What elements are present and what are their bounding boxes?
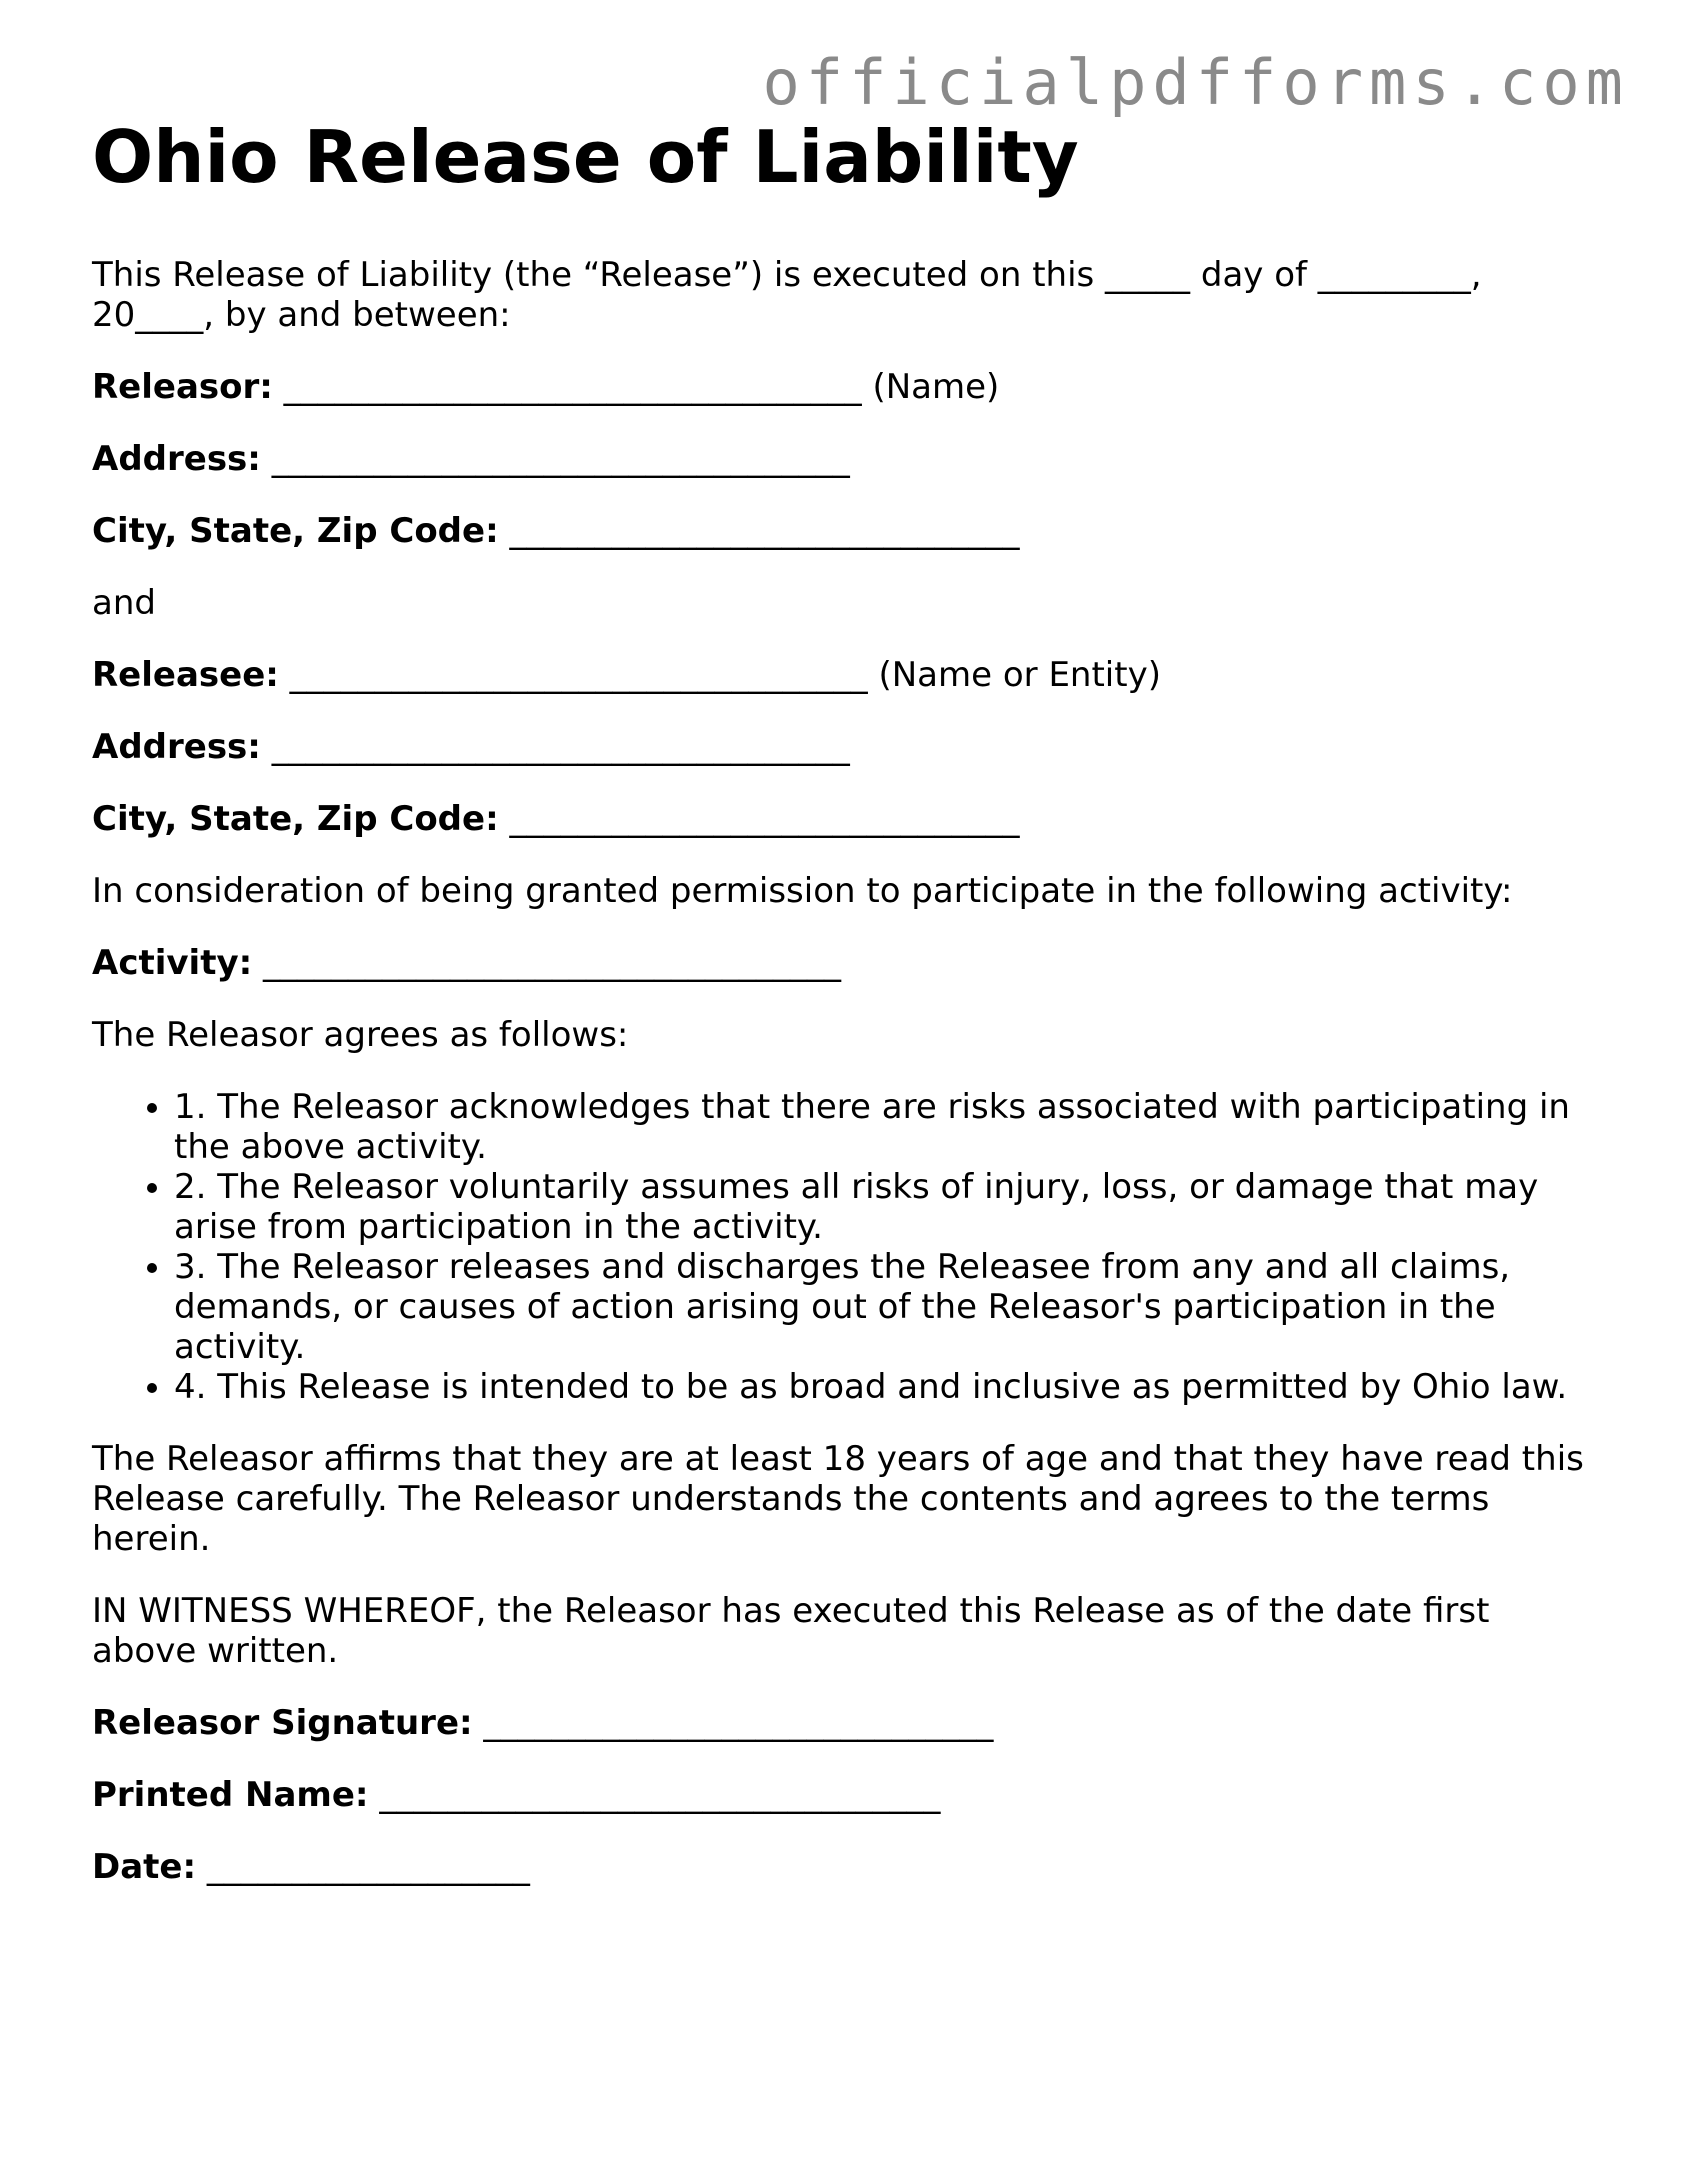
releasor-address-label: Address:: [92, 438, 261, 479]
date-label: Date:: [92, 1846, 197, 1887]
releasor-name-label: Releasor:: [92, 366, 273, 407]
activity-field[interactable]: [92, 943, 1592, 983]
releasee-address-label: Address:: [92, 726, 261, 767]
term-item: • 3. The Releasor releases and discharges the Releasee from any and all claims, demands, or causes of action arising out of the Releasor's participation in the activity.: [174, 1247, 1592, 1367]
terms-list: [92, 1087, 1592, 1407]
signature-field[interactable]: [92, 1703, 1592, 1743]
releasee-name-field[interactable]: [92, 655, 1592, 695]
releasor-address-line[interactable]: __________________________________: [260, 438, 850, 479]
releasor-city-field[interactable]: [92, 511, 1592, 551]
printed-name-field[interactable]: [92, 1775, 1592, 1815]
releasee-address-line[interactable]: __________________________________: [260, 726, 850, 767]
releasee-name-line[interactable]: __________________________________ (Name or Entity): [278, 654, 1161, 695]
term-item: • 4. This Release is intended to be as broad and inclusive as permitted by Ohio law.: [174, 1367, 1592, 1407]
releasee-address-field[interactable]: [92, 727, 1592, 767]
releasor-city-line[interactable]: ______________________________: [498, 510, 1020, 551]
term-item: • 1. The Releasor acknowledges that there are risks associated with participating in the above activity.: [174, 1087, 1592, 1167]
page-title: Ohio Release of Liability: [92, 115, 1079, 199]
activity-line[interactable]: __________________________________: [252, 942, 842, 983]
signature-line[interactable]: ______________________________: [472, 1702, 994, 1743]
signature-label: Releasor Signature:: [92, 1702, 473, 1743]
printed-name-line[interactable]: _________________________________: [368, 1774, 941, 1815]
releasor-name-line[interactable]: __________________________________ (Name): [272, 366, 1000, 407]
and-text: and: [92, 582, 156, 623]
witness-paragraph: IN WITNESS WHEREOF, the Releasor has executed this Release as of the date first above written.: [92, 1590, 1490, 1671]
date-field[interactable]: [92, 1847, 1592, 1887]
affirmation-paragraph: The Releasor affirms that they are at least 18 years of age and that they have read this Release carefully. The Releasor understands the contents and agrees to the terms herein.: [92, 1438, 1584, 1559]
agrees-paragraph: The Releasor agrees as follows:: [92, 1014, 629, 1055]
consideration-paragraph: In consideration of being granted permission to participate in the following activity:: [92, 870, 1513, 911]
date-line[interactable]: ___________________: [196, 1846, 530, 1887]
watermark: officialpdfforms.com: [762, 46, 1629, 119]
intro-paragraph: This Release of Liability (the “Release”) is executed on this _____ day of _________, 20____, by and between:: [92, 254, 1482, 335]
releasor-name-field[interactable]: [92, 367, 1592, 407]
document-page: [92, 116, 1592, 1887]
releasee-city-field[interactable]: [92, 799, 1592, 839]
releasor-address-field[interactable]: [92, 439, 1592, 479]
term-item: • 2. The Releasor voluntarily assumes all risks of injury, loss, or damage that may arise from participation in the activity.: [174, 1167, 1592, 1247]
releasee-name-label: Releasee:: [92, 654, 279, 695]
releasor-city-label: City, State, Zip Code:: [92, 510, 499, 551]
releasee-city-line[interactable]: ______________________________: [498, 798, 1020, 839]
printed-name-label: Printed Name:: [92, 1774, 369, 1815]
activity-label: Activity:: [92, 942, 253, 983]
releasee-city-label: City, State, Zip Code:: [92, 798, 499, 839]
